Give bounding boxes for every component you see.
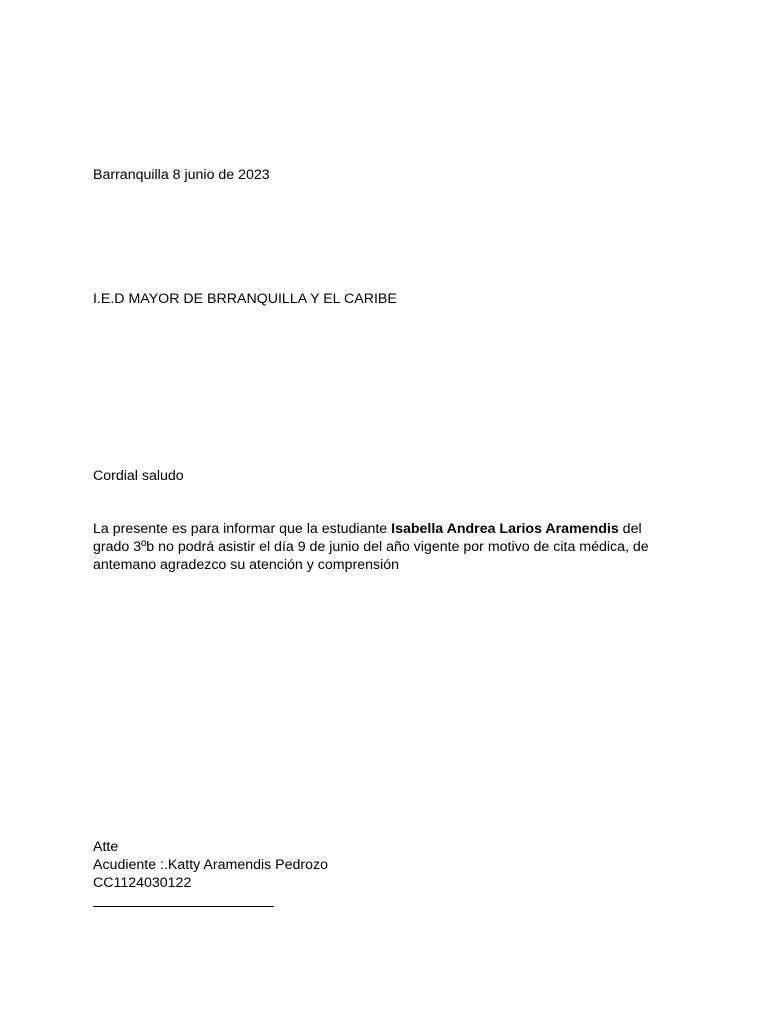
guardian-name: Acudiente :.Katty Aramendis Pedrozo bbox=[93, 857, 329, 873]
recipient-institution: I.E.D MAYOR DE BRRANQUILLA Y EL CARIBE bbox=[93, 291, 397, 307]
signature-line bbox=[93, 906, 274, 907]
body-line-1-after: del bbox=[618, 521, 642, 537]
guardian-id-number: CC1124030122 bbox=[93, 875, 192, 891]
body-line-1 bbox=[93, 520, 673, 538]
body-line-2: grado 3ºb no podrá asistir el día 9 de junio del año vigente por motivo de cita médica, de bbox=[93, 539, 649, 555]
greeting: Cordial saludo bbox=[93, 468, 184, 484]
body-paragraph bbox=[93, 520, 673, 574]
body-line-3: antemano agradezco su atención y comprensión bbox=[93, 557, 400, 573]
student-name: Isabella Andrea Larios Aramendis bbox=[391, 521, 619, 537]
body-line-1-before: La presente es para informar que la estudiante bbox=[93, 521, 392, 537]
date-line: Barranquilla 8 junio de 2023 bbox=[93, 167, 270, 183]
closing: Atte bbox=[93, 839, 119, 855]
